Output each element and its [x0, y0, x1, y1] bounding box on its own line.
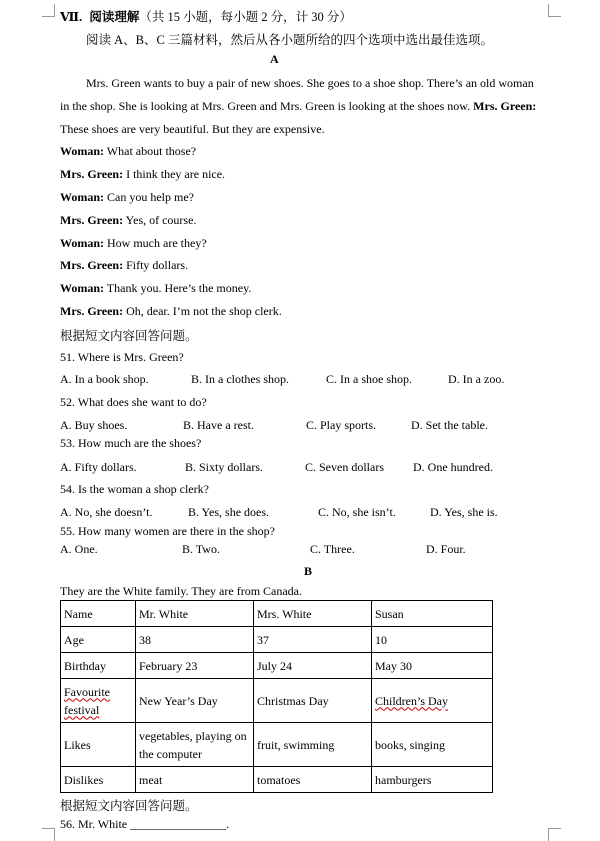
table-header-row	[61, 601, 493, 627]
table-cell: 10	[372, 627, 493, 653]
passage-b-label: B	[304, 564, 313, 578]
q53-option-a[interactable]: A. Fifty dollars.	[60, 460, 137, 474]
table-cell: hamburgers	[372, 767, 493, 793]
q55-option-d[interactable]: D. Four.	[426, 542, 466, 556]
dialogue-line: Woman: Can you help me?	[60, 190, 194, 204]
section-instruction: 阅读 A、B、C 三篇材料，然后从各小题所给的四个选项中选出最佳选项。	[86, 33, 493, 47]
q52-option-b[interactable]: B. Have a rest.	[183, 418, 254, 432]
table-cell: tomatoes	[254, 767, 372, 793]
table-header-cell: Mr. White	[136, 601, 254, 627]
question-55: 55. How many women are there in the shop?	[60, 524, 275, 538]
q52-option-c[interactable]: C. Play sports.	[306, 418, 377, 432]
crop-mark	[548, 4, 561, 17]
passage-a-label: A	[270, 52, 279, 66]
table-cell: Favourite festival	[61, 679, 136, 723]
q51-option-b[interactable]: B. In a clothes shop.	[191, 372, 289, 386]
table-cell: Likes	[61, 723, 136, 767]
passage-a-line-3: These shoes are very beautiful. But they are expensive.	[60, 122, 325, 136]
question-51: 51. Where is Mrs. Green?	[60, 350, 184, 364]
table-cell: Dislikes	[61, 767, 136, 793]
table-cell: Christmas Day	[254, 679, 372, 723]
dialogue-line: Mrs. Green: I think they are nice.	[60, 167, 226, 181]
q54-option-d[interactable]: D. Yes, she is.	[430, 505, 498, 519]
section-title: 阅读理解	[89, 10, 140, 24]
table-cell: 37	[254, 627, 372, 653]
q55-option-c[interactable]: C. Three.	[310, 542, 355, 556]
family-table	[60, 600, 493, 793]
question-54: 54. Is the woman a shop clerk?	[60, 482, 209, 496]
table-row	[61, 679, 493, 723]
crop-mark	[42, 4, 55, 17]
crop-mark	[548, 828, 561, 841]
section-note: （共 15 小题，每小题 2 分，计 30 分）	[139, 10, 352, 24]
q53-option-d[interactable]: D. One hundred.	[413, 460, 493, 474]
question-53: 53. How much are the shoes?	[60, 436, 202, 450]
dialogue-line: Woman: How much are they?	[60, 236, 207, 250]
dialogue-line: Mrs. Green: Fifty dollars.	[60, 258, 189, 272]
table-cell: books, singing	[372, 723, 493, 767]
section-number: Ⅶ.	[60, 10, 83, 24]
q54-option-b[interactable]: B. Yes, she does.	[188, 505, 270, 519]
passage-a-prompt: 根据短文内容回答问题。	[60, 329, 198, 343]
table-cell: Children’s Day	[372, 679, 493, 723]
table-cell: May 30	[372, 653, 493, 679]
q53-option-c[interactable]: C. Seven dollars	[305, 460, 384, 474]
crop-mark	[42, 828, 55, 841]
q51-option-a[interactable]: A. In a book shop.	[60, 372, 149, 386]
q54-option-c[interactable]: C. No, she isn’t.	[318, 505, 396, 519]
q53-option-b[interactable]: B. Sixty dollars.	[185, 460, 264, 474]
table-row	[61, 767, 493, 793]
table-row	[61, 653, 493, 679]
dialogue-line: Woman: What about those?	[60, 144, 197, 158]
passage-a-line-2: in the shop. She is looking at Mrs. Green and Mrs. Green is looking at the shoes now. Mrs. Green:	[60, 99, 537, 113]
table-cell: New Year’s Day	[136, 679, 254, 723]
table-row	[61, 627, 493, 653]
q51-option-d[interactable]: D. In a zoo.	[448, 372, 505, 386]
table-cell: meat	[136, 767, 254, 793]
table-cell: vegetables, playing on the computer	[136, 723, 254, 767]
table-cell: fruit, swimming	[254, 723, 372, 767]
dialogue-line: Woman: Thank you. Here’s the money.	[60, 281, 252, 295]
table-header-cell: Mrs. White	[254, 601, 372, 627]
question-56[interactable]: 56. Mr. White ________________.	[60, 817, 230, 831]
table-cell: February 23	[136, 653, 254, 679]
q52-option-a[interactable]: A. Buy shoes.	[60, 418, 128, 432]
passage-a-line-1: Mrs. Green wants to buy a pair of new shoes. She goes to a shoe shop. There’s an old woman	[86, 76, 534, 90]
table-header-cell: Name	[61, 601, 136, 627]
table-row	[61, 723, 493, 767]
table-cell: Age	[61, 627, 136, 653]
dialogue-line: Mrs. Green: Oh, dear. I’m not the shop clerk.	[60, 304, 282, 318]
table-cell: 38	[136, 627, 254, 653]
q55-option-a[interactable]: A. One.	[60, 542, 98, 556]
section-heading	[60, 7, 352, 25]
dialogue-line: Mrs. Green: Yes, of course.	[60, 213, 197, 227]
table-cell: July 24	[254, 653, 372, 679]
q54-option-a[interactable]: A. No, she doesn’t.	[60, 505, 153, 519]
q52-option-d[interactable]: D. Set the table.	[411, 418, 488, 432]
q51-option-c[interactable]: C. In a shoe shop.	[326, 372, 412, 386]
table-header-cell: Susan	[372, 601, 493, 627]
passage-b-intro: They are the White family. They are from Canada.	[60, 584, 303, 598]
table-cell: Birthday	[61, 653, 136, 679]
q55-option-b[interactable]: B. Two.	[182, 542, 220, 556]
speaker-label: Mrs. Green:	[473, 99, 537, 113]
question-52: 52. What does she want to do?	[60, 395, 207, 409]
passage-b-prompt: 根据短文内容回答问题。	[60, 799, 198, 813]
